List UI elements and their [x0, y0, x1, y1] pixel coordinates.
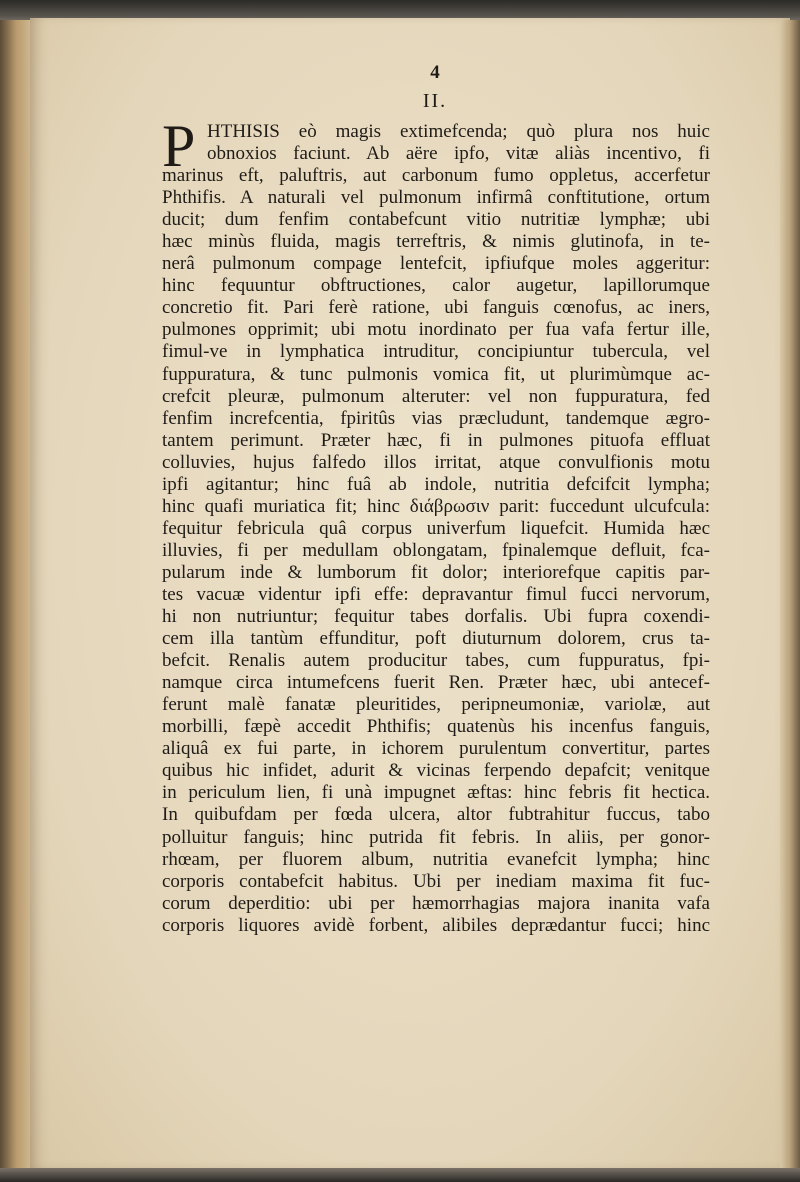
text-line: HTHISIS eò magis extimefcenda; quò plura nos huic [207, 121, 710, 142]
text-line: corum deperditio: ubi per hæmorrhagias majora inanita vafa [162, 892, 710, 914]
text-line: fuppuratura, & tunc pulmonis vomica fit, ut plurimùmque ac- [162, 363, 710, 385]
body-text [162, 113, 710, 937]
text-line: fimul-ve in lymphatica intruditur, concipiuntur tubercula, vel [162, 341, 710, 363]
text-line: hæc minùs fluida, magis terreftris, & nimis glutinofa, in te- [162, 231, 710, 253]
text-line: corporis contabefcit habitus. Ubi per inediam maxima fit fuc- [162, 870, 710, 892]
text-line: aliquâ ex fui parte, in ichorem purulentum convertitur, partes [162, 738, 710, 760]
text-line: obnoxios faciunt. Ab aëre ipfo, vitæ aliàs incentivo, fi [207, 143, 710, 165]
text-line: morbilli, fæpè accedit Phthifis; quatenùs his incenfus fanguis, [162, 716, 710, 738]
text-line: rhœam, per fluorem album, nutritia evanefcit lympha; hinc [162, 848, 710, 870]
text-line: befcit. Renalis autem producitur tabes, cum fuppuratus, fpi- [162, 650, 710, 672]
text-line: hinc quafi muriatica fit; hinc διάβρωσιν parit: fuccedunt ulcufcula: [162, 495, 710, 517]
text-line: concretio fit. Pari ferè ratione, ubi fanguis cœnofus, ac iners, [162, 297, 710, 319]
text-line: crefcit pleuræ, pulmonum alteruter: vel non fuppuratura, fed [162, 385, 710, 407]
text-line: nerâ pulmonum compage lentefcit, ipfiufque moles aggeritur: [162, 253, 710, 275]
text-line: in periculum lien, fi unà impugnet æftas: hinc febris fit hectica. [162, 782, 710, 804]
text-line: pulmones opprimit; ubi motu inordinato per fua vafa fertur ille, [162, 319, 710, 341]
text-line: corporis liquores avidè forbent, alibiles deprædantur fucci; hinc [162, 914, 710, 936]
text-line: namque circa intumefcens fuerit Ren. Præter hæc, ubi antecef- [162, 672, 710, 694]
text-line: In quibufdam per fœda ulcera, altor fubtrahitur fuccus, tabo [162, 804, 710, 826]
text-line: hinc fequuntur obftructiones, calor augetur, lapillorumque [162, 275, 710, 297]
text-line: marinus eft, paluftris, aut carbonum fumo oppletus, accerfetur [162, 165, 710, 187]
text-line: quibus hic infidet, adurit & vicinas ferpendo depafcit; venitque [162, 760, 710, 782]
text-line: fenfim increfcentia, fpiritûs vias præcludunt, tandemque ægro- [162, 407, 710, 429]
text-line: polluitur fanguis; hinc putrida fit febris. In aliis, per gonor- [162, 826, 710, 848]
text-line: Phthifis. A naturali vel pulmonum infirmâ conftitutione, ortum [162, 187, 710, 209]
section-number: II. [422, 90, 448, 112]
text-line: ferunt malè fanatæ pleuritides, peripneumoniæ, variolæ, aut [162, 694, 710, 716]
text-line: illuvies, fi per medullam oblongatam, fpinalemque defluit, fca- [162, 539, 710, 561]
text-line: fequitur febricula quâ corpus univerfum liquefcit. Humida hæc [162, 517, 710, 539]
text-line: tantem perimunt. Præter hæc, fi in pulmones pituofa effluat [162, 429, 710, 451]
scan-bottom-edge [0, 1168, 800, 1182]
text-line: colluvies, hujus falfedo illos irritat, atque convulfionis motu [162, 451, 710, 473]
text-line: ipfi agitantur; hinc fuâ ab indole, nutritia defcifcit lympha; [162, 473, 710, 495]
page-number: 4 [430, 62, 440, 83]
text-line: cem illa tantùm effunditur, poft diuturnum dolorem, crus ta- [162, 628, 710, 650]
text-line: pularum inde & lumborum fit dolor; interiorefque capitis par- [162, 561, 710, 583]
page-fore-edge [780, 20, 800, 1170]
text-line: tes vacuæ videntur ipfi effe: depravantur fimul fucci nervorum, [162, 583, 710, 605]
text-line: hi non nutriuntur; fequitur tabes dorfalis. Ubi fupra coxendi- [162, 606, 710, 628]
drop-cap: P [162, 113, 196, 179]
text-line: ducit; dum fenfim contabefcunt vitio nutritiæ lymphæ; ubi [162, 209, 710, 231]
